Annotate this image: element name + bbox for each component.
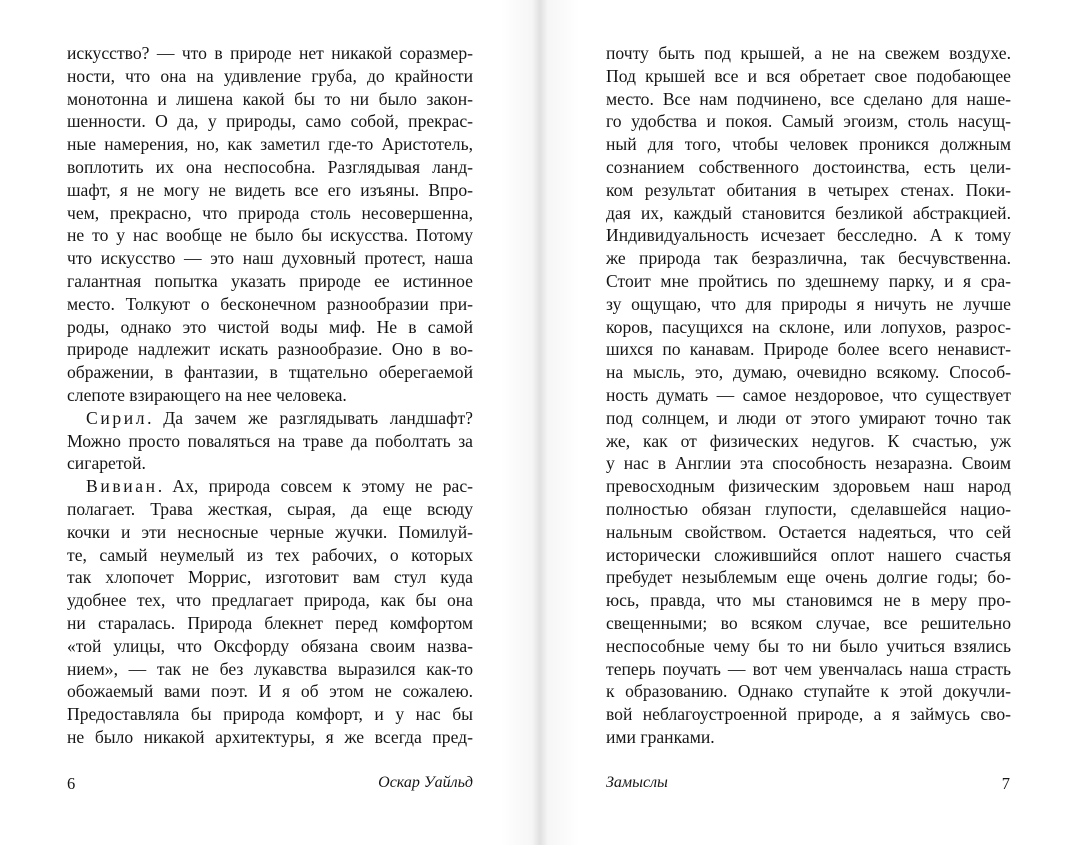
line-text: Можно просто поваляться на траве да поболтать за — [67, 430, 473, 451]
text-line — [606, 635, 1011, 658]
text-line — [67, 521, 473, 544]
text-line — [67, 65, 473, 88]
line-text: зу ощущаю, что для природы я ничуть не лучше — [606, 293, 1011, 314]
text-line — [606, 589, 1011, 612]
text-line — [67, 612, 473, 635]
text-line — [67, 316, 473, 339]
text-line — [606, 452, 1011, 475]
text-line — [606, 430, 1011, 453]
line-text: место. Все нам подчинено, все сделано для наше- — [606, 88, 1011, 109]
line-text: же, как от физических недугов. К счастью, уж — [606, 430, 1011, 451]
line-text: превосходным физическим здоровьем наш народ — [606, 476, 1011, 497]
line-text: обожаемый вами поэт. И я об этом не сожалею. — [67, 681, 473, 702]
text-line — [67, 726, 473, 749]
text-line — [67, 680, 473, 703]
line-text: те, самый неумелый из тех рабочих, о которых — [67, 544, 473, 565]
line-text: ный для того, чтобы человек проникся должным — [606, 134, 1011, 155]
text-line — [67, 179, 473, 202]
text-line — [67, 156, 473, 179]
text-line — [67, 658, 473, 681]
line-text: теперь поучать — вот чем увенчалась наша страсть — [606, 658, 1011, 679]
line-text: монотонна и лишена какой бы то ни было закон- — [67, 88, 473, 109]
text-line — [67, 703, 473, 726]
line-text: на мысль, это, думаю, очевидно всякому. Способ- — [606, 362, 1011, 383]
text-line — [67, 544, 473, 567]
text-line — [67, 361, 473, 384]
line-text: свещенными; во всяком случае, все решительно — [606, 612, 1011, 633]
line-text: роды, однако это чистой воды миф. Не в самой — [67, 316, 473, 337]
text-line — [606, 475, 1011, 498]
line-text: . Да зачем же разглядывать ландшафт? — [147, 407, 473, 428]
line-text: не то у нас вообще не было бы искусства. Потому — [67, 225, 473, 246]
left-running-head: Оскар Уайльд — [378, 774, 473, 791]
text-line — [67, 589, 473, 612]
text-line — [606, 566, 1011, 589]
line-text: так хлопочет Моррис, изготовит вам стул куда — [67, 567, 473, 588]
line-text: ими гранками. — [606, 726, 715, 747]
line-text: Стоит мне пройтись по здешнему парку, и я сра- — [606, 270, 1011, 291]
text-line — [606, 544, 1011, 567]
line-text: полагает. Трава жесткая, сырая, да еще всюду — [67, 498, 473, 519]
text-line — [67, 202, 473, 225]
line-text: шенности. О да, у природы, само собой, прекрас- — [67, 111, 473, 132]
text-line — [606, 133, 1011, 156]
line-text: же природа так безразлична, так бесчувственна. — [606, 248, 1011, 269]
text-line — [606, 612, 1011, 635]
line-text: шафт, я не могу не видеть все его изъяны. Впро- — [67, 179, 473, 200]
line-text: воплотить их она неспособна. Разглядывая ланд- — [67, 156, 473, 177]
speaker-name: Вивиан — [86, 476, 158, 497]
right-page — [540, 0, 1082, 845]
line-text: шихся по канавам. Природе более всего ненавист- — [606, 339, 1011, 360]
text-line — [606, 156, 1011, 179]
line-text: под солнцем, и люди от этого умирают точно так — [606, 407, 1011, 428]
line-text: кочки и эти несносные черные жучки. Помилуй- — [67, 521, 473, 542]
left-page-text — [67, 42, 473, 749]
text-line — [67, 384, 473, 407]
line-text: дая их, каждый становится безликой абстракцией. — [606, 202, 1011, 223]
line-text: «той улицы, что Оксфорду обязана своим назва- — [67, 635, 473, 656]
text-line — [67, 293, 473, 316]
line-text: нальным свойством. Остается надеяться, что сей — [606, 521, 1011, 542]
text-line — [67, 475, 473, 498]
text-line — [67, 110, 473, 133]
speaker-name: Сирил — [86, 407, 148, 428]
line-text: ности, что она на удивление груба, до крайности — [67, 65, 473, 86]
line-text: сигаретой. — [67, 453, 146, 474]
line-text: Предоставляла бы природа комфорт, и у нас бы — [67, 704, 473, 725]
text-line — [606, 65, 1011, 88]
line-text: не было никакой архитектуры, я же всегда пред- — [67, 726, 473, 747]
text-line — [606, 293, 1011, 316]
line-text: Под крышей все и вся обретает свое подобающее — [606, 65, 1011, 86]
line-text: неспособные чему бы то ни было учиться взялись — [606, 635, 1011, 656]
text-line — [67, 224, 473, 247]
line-text: галантная попытка указать природе ее истинное — [67, 270, 473, 291]
text-line — [67, 430, 473, 453]
text-line — [67, 133, 473, 156]
text-line — [67, 452, 473, 475]
text-line — [606, 521, 1011, 544]
line-text: место. Толкуют о бесконечном разнообразии при- — [67, 293, 473, 314]
line-text: го удобства и покоя. Самый эгоизм, столь насущ- — [606, 111, 1011, 132]
line-text: юсь, правда, что мы становимся не в меру про- — [606, 590, 1011, 611]
line-text: природе надлежит искать разнообразие. Оно в во- — [67, 339, 473, 360]
text-line — [606, 703, 1011, 726]
line-text: ображении, в фантазии, в тщательно оберегаемой — [67, 362, 473, 383]
text-line — [606, 316, 1011, 339]
text-line — [606, 658, 1011, 681]
line-text: удобнее тех, что предлагает природа, как бы она — [67, 590, 473, 611]
line-text: полностью обязан глупости, сделавшейся нацио- — [606, 498, 1011, 519]
text-line — [606, 202, 1011, 225]
line-text: чем, прекрасно, что природа столь несовершенна, — [67, 202, 473, 223]
text-line — [67, 42, 473, 65]
text-line — [606, 338, 1011, 361]
line-text: ком результат обитания в четырех стенах. Поки- — [606, 179, 1011, 200]
text-line — [67, 635, 473, 658]
line-text: пребудет незыблемым еще очень долгие годы; бо- — [606, 567, 1011, 588]
line-text: ность думать — самое нездоровое, что существует — [606, 384, 1011, 405]
text-line — [67, 566, 473, 589]
line-text: коров, пасущихся на склоне, или лопухов, разрос- — [606, 316, 1011, 337]
text-line — [67, 247, 473, 270]
text-line — [606, 42, 1011, 65]
text-line — [606, 680, 1011, 703]
text-line — [606, 498, 1011, 521]
text-line — [606, 179, 1011, 202]
text-line — [606, 224, 1011, 247]
text-line — [606, 88, 1011, 111]
text-line — [67, 498, 473, 521]
text-line — [606, 407, 1011, 430]
text-line — [67, 270, 473, 293]
line-text: почту быть под крышей, а не на свежем воздухе. — [606, 43, 1011, 63]
line-text: . Ах, природа совсем к этому не рас- — [157, 476, 473, 497]
text-line — [606, 384, 1011, 407]
line-text: к образованию. Однако ступайте к этой докучли- — [606, 681, 1011, 702]
line-text: Индивидуальность исчезает бесследно. А к тому — [606, 225, 1011, 246]
text-line — [67, 88, 473, 111]
line-text: слепоте взирающего на нее человека. — [67, 384, 347, 405]
line-text: нием», — так не без лукавства выразился как-то — [67, 658, 473, 679]
line-text: исторически сложившийся оплот нашего счастья — [606, 544, 1011, 565]
text-line — [606, 110, 1011, 133]
line-text: ные намерения, но, как заметил где-то Аристотель, — [67, 134, 473, 155]
line-text: у нас в Англии эта способность незаразна. Своим — [606, 453, 1011, 474]
line-text: искусство? — что в природе нет никакой соразмер- — [67, 43, 473, 63]
line-text: что искусство — это наш духовный протест, наша — [67, 248, 473, 269]
text-line — [67, 407, 473, 430]
line-text: вой неблагоустроенной природе, а я займусь сво- — [606, 704, 1011, 725]
right-page-text — [606, 42, 1011, 749]
right-page-number: 7 — [1001, 774, 1010, 793]
text-line — [67, 338, 473, 361]
text-line — [606, 270, 1011, 293]
left-page — [0, 0, 540, 845]
line-text: ни старалась. Природа блекнет перед комфортом — [67, 612, 473, 633]
line-text: сознанием собственного достоинства, есть цели- — [606, 156, 1011, 177]
text-line — [606, 247, 1011, 270]
right-running-head: Замыслы — [606, 774, 668, 791]
text-line — [606, 361, 1011, 384]
text-line — [606, 726, 1011, 749]
left-page-number: 6 — [67, 774, 76, 793]
